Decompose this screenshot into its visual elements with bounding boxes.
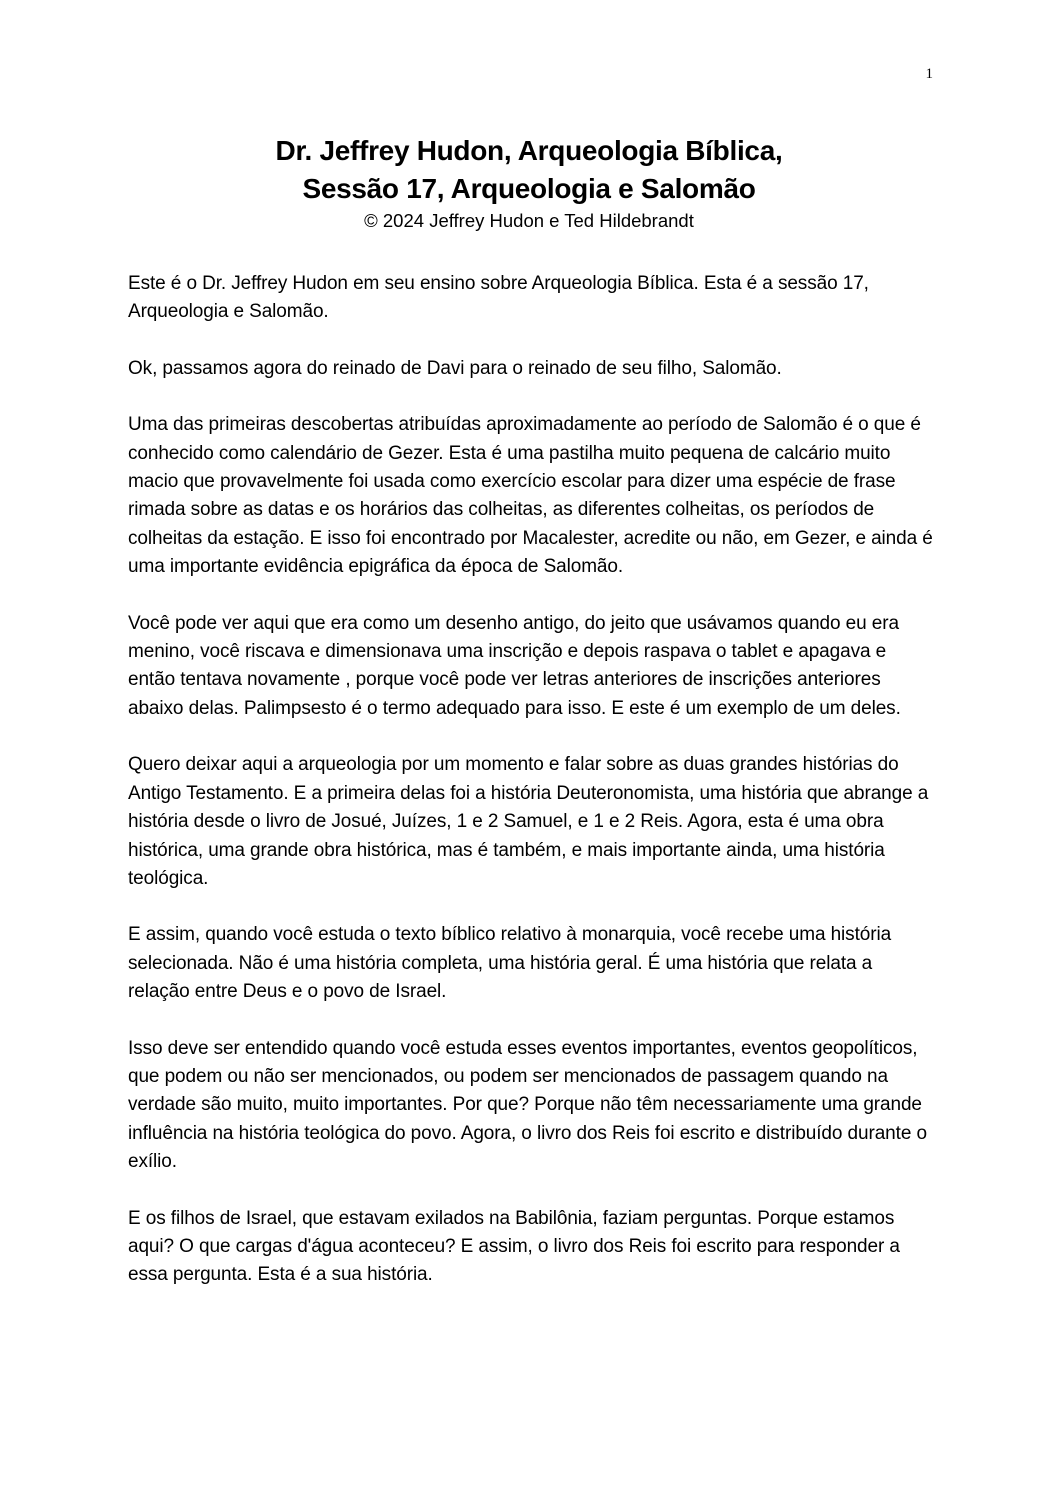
paragraph-2: Ok, passamos agora do reinado de Davi para o reinado de seu filho, Salomão.	[128, 357, 782, 379]
document-body	[128, 270, 938, 1318]
document-header	[0, 132, 1058, 234]
title-line-2: Sessão 17, Arqueologia e Salomão	[302, 173, 756, 204]
paragraph-4: Você pode ver aqui que era como um desenho antigo, do jeito que usávamos quando eu era menino, você riscava e dimensionava uma inscrição e depois raspava o tablet e apagava e então tentava novamente , porque você pode ver letras anteriores de inscrições anteriores abaixo delas. Palimpsesto é o termo adequado para isso. E este é um exemplo de um deles.	[128, 612, 901, 719]
paragraph-7: Isso deve ser entendido quando você estuda esses eventos importantes, eventos geopolíticos, que podem ou não ser mencionados, ou podem ser mencionados de passagem quando na verdade são muito, muito importantes. Por que? Porque não têm necessariamente uma grande influência na história teológica do povo. Agora, o livro dos Reis foi escrito e distribuído durante o exílio.	[128, 1037, 927, 1173]
paragraph-5: Quero deixar aqui a arqueologia por um momento e falar sobre as duas grandes histórias do Antigo Testamento. E a primeira delas foi a história Deuteronomista, uma história que abrange a história desde o livro de Josué, Juízes, 1 e 2 Samuel, e 1 e 2 Reis. Agora, esta é uma obra histórica, uma grande obra histórica, mas é também, e mais importante ainda, uma história teológica.	[128, 754, 929, 889]
paragraph-8: E os filhos de Israel, que estavam exilados na Babilônia, faziam perguntas. Porque estamos aqui? O que cargas d'água aconteceu? E assim, o livro dos Reis foi escrito para responder a essa pergunta. Esta é a sua história.	[128, 1207, 900, 1286]
paragraph-6: E assim, quando você estuda o texto bíblico relativo à monarquia, você recebe uma história selecionada. Não é uma história completa, uma história geral. É uma história que relata a relação entre Deus e o povo de Israel.	[128, 924, 892, 1003]
title-line-1: Dr. Jeffrey Hudon, Arqueologia Bíblica,	[275, 135, 783, 166]
copyright-notice: © 2024 Jeffrey Hudon e Ted Hildebrandt	[364, 210, 694, 231]
page-number: 1	[925, 66, 933, 82]
paragraph-3: Uma das primeiras descobertas atribuídas aproximadamente ao período de Salomão é o que é conhecido como calendário de Gezer. Esta é uma pastilha muito pequena de calcário muito macio que provavelmente foi usada como exercício escolar para dizer uma espécie de frase rimada sobre as datas e os horários das colheitas, as diferentes colheitas, os períodos de colheitas da estação. E isso foi encontrado por Macalester, acredite ou não, em Gezer, e ainda é uma importante evidência epigráfica da época de Salomão.	[128, 414, 933, 578]
paragraph-1: Este é o Dr. Jeffrey Hudon em seu ensino sobre Arqueologia Bíblica. Esta é a sessão 17, Arqueologia e Salomão.	[128, 273, 869, 323]
